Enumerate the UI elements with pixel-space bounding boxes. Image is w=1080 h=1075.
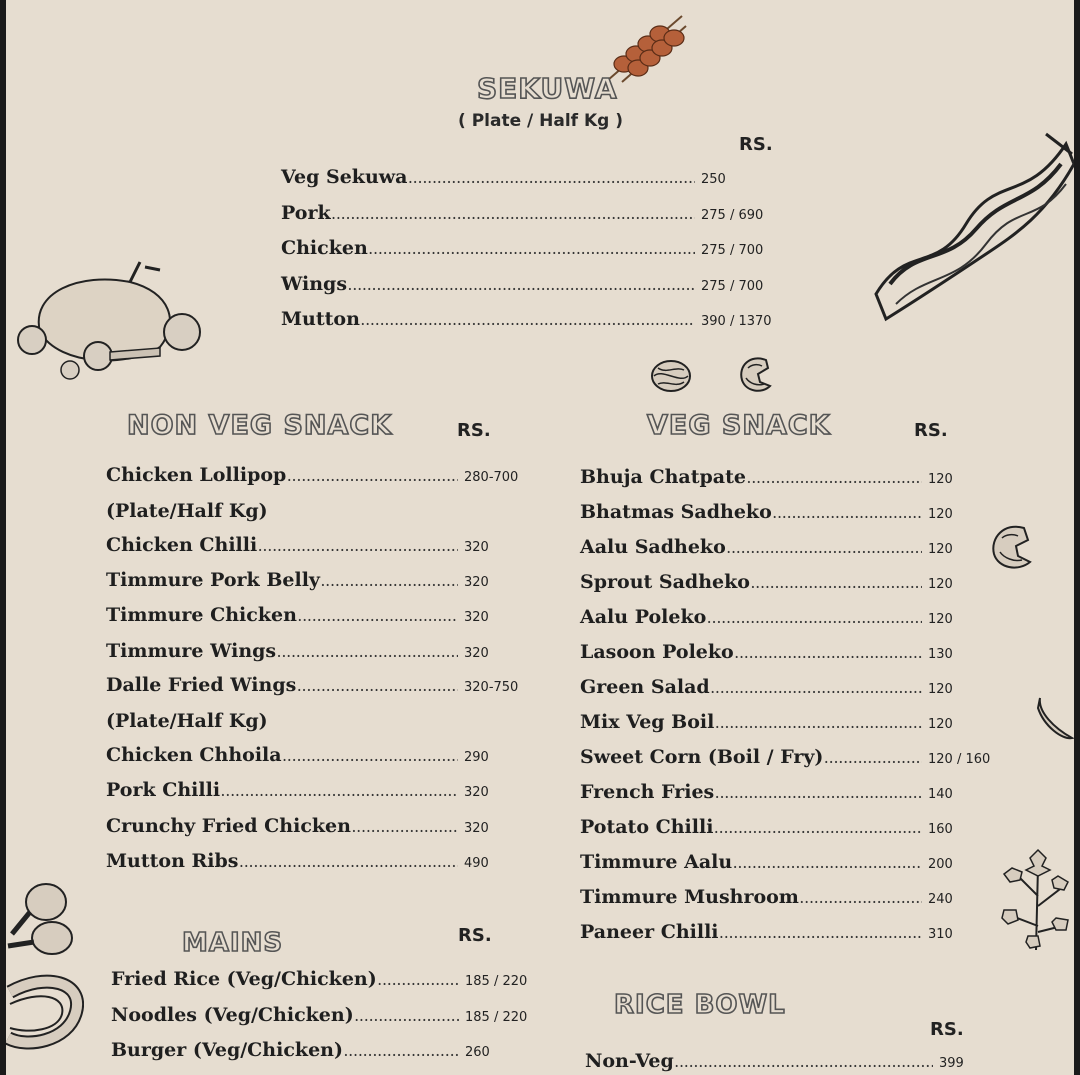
item-name: Timmure Chicken bbox=[106, 604, 297, 626]
item-name: Mutton bbox=[281, 308, 360, 330]
item-price: 320 bbox=[464, 610, 489, 625]
item-price: 250 bbox=[701, 172, 726, 187]
sekuwa-price-header: RS. bbox=[739, 134, 773, 155]
menu-item bbox=[106, 640, 526, 670]
menu-item bbox=[281, 273, 781, 303]
sekuwa-subtitle: ( Plate / Half Kg ) bbox=[458, 111, 624, 131]
item-price: 185 / 220 bbox=[465, 974, 528, 989]
item-name: Burger (Veg/Chicken) bbox=[111, 1039, 343, 1061]
item-name: French Fries bbox=[580, 781, 715, 803]
menu-item bbox=[580, 886, 1000, 916]
item-price: 185 / 220 bbox=[465, 1010, 528, 1025]
menu-item bbox=[111, 968, 531, 998]
menu-item bbox=[585, 1050, 1005, 1075]
mains-price-header: RS. bbox=[458, 925, 492, 946]
item-name: Mutton Ribs bbox=[106, 850, 239, 872]
menu-item bbox=[580, 676, 1000, 706]
item-price: 120 bbox=[928, 472, 953, 487]
item-name: Bhatmas Sadheko bbox=[580, 501, 772, 523]
item-name: Dalle Fried Wings bbox=[106, 674, 297, 696]
drumstick-icon bbox=[6, 878, 76, 958]
item-name: Chicken bbox=[281, 237, 368, 259]
menu-item bbox=[580, 781, 1000, 811]
item-price: 390 / 1370 bbox=[701, 314, 772, 329]
item-name: Lasoon Poleko bbox=[580, 641, 734, 663]
menu-item bbox=[580, 921, 1000, 951]
menu-item bbox=[106, 744, 526, 774]
item-price: 200 bbox=[928, 857, 953, 872]
item-name: Crunchy Fried Chicken bbox=[106, 815, 351, 837]
item-price: 320-750 bbox=[464, 680, 519, 695]
menu-item bbox=[106, 604, 526, 634]
non-veg-snack-title: NON VEG SNACK bbox=[127, 410, 393, 441]
menu-item bbox=[281, 308, 781, 338]
sausage-icon bbox=[6, 972, 84, 1052]
menu-item bbox=[111, 1039, 531, 1069]
item-price: 320 bbox=[464, 821, 489, 836]
menu-item bbox=[106, 569, 526, 599]
item-name: Non-Veg bbox=[585, 1050, 674, 1072]
menu-item bbox=[580, 711, 1000, 741]
item-price: 160 bbox=[928, 822, 953, 837]
menu-page bbox=[6, 0, 1074, 1075]
item-price: 260 bbox=[465, 1045, 490, 1060]
menu-item bbox=[580, 466, 1000, 496]
item-name: Aalu Poleko bbox=[580, 606, 707, 628]
item-name: Chicken Chhoila bbox=[106, 744, 282, 766]
item-price: 275 / 700 bbox=[701, 243, 764, 258]
item-name: Aalu Sadheko bbox=[580, 536, 726, 558]
mushroom-icon bbox=[736, 354, 776, 396]
rice-bowl-price-header: RS. bbox=[930, 1019, 964, 1040]
menu-item bbox=[580, 816, 1000, 846]
menu-item bbox=[106, 534, 526, 564]
item-price: 120 / 160 bbox=[928, 752, 991, 767]
item-name: Paneer Chilli bbox=[580, 921, 719, 943]
item-price: 275 / 700 bbox=[701, 279, 764, 294]
mains-title: MAINS bbox=[182, 928, 284, 958]
item-name: Bhuja Chatpate bbox=[580, 466, 746, 488]
menu-item bbox=[580, 501, 1000, 531]
item-price: 240 bbox=[928, 892, 953, 907]
herb-icon bbox=[998, 846, 1074, 952]
item-name: Chicken Lollipop bbox=[106, 464, 287, 486]
menu-item bbox=[580, 746, 1000, 776]
item-price: 140 bbox=[928, 787, 953, 802]
item-price: 320 bbox=[464, 646, 489, 661]
item-name: Potato Chilli bbox=[580, 816, 714, 838]
menu-item bbox=[106, 815, 526, 845]
item-name: Timmure Mushroom bbox=[580, 886, 799, 908]
item-price: 120 bbox=[928, 682, 953, 697]
item-price: 280-700 bbox=[464, 470, 519, 485]
menu-item bbox=[580, 571, 1000, 601]
sekuwa-title: SEKUWA bbox=[477, 72, 618, 105]
item-price: 275 / 690 bbox=[701, 208, 764, 223]
item-price: 130 bbox=[928, 647, 953, 662]
item-price: 120 bbox=[928, 577, 953, 592]
menu-item-note: (Plate/Half Kg) bbox=[106, 710, 268, 732]
item-price: 320 bbox=[464, 540, 489, 555]
menu-item bbox=[106, 779, 526, 809]
roast-chicken-icon bbox=[10, 252, 206, 382]
item-name: Wings bbox=[281, 273, 348, 295]
item-name: Mix Veg Boil bbox=[580, 711, 715, 733]
menu-item bbox=[281, 166, 781, 196]
walnut-icon bbox=[650, 358, 692, 394]
menu-item bbox=[580, 536, 1000, 566]
menu-item-note: (Plate/Half Kg) bbox=[106, 500, 268, 522]
item-name: Noodles (Veg/Chicken) bbox=[111, 1004, 354, 1026]
chili-icon bbox=[1034, 694, 1074, 744]
item-name: Timmure Pork Belly bbox=[106, 569, 320, 591]
item-name: Pork bbox=[281, 202, 331, 224]
item-name: Sweet Corn (Boil / Fry) bbox=[580, 746, 824, 768]
item-price: 120 bbox=[928, 542, 953, 557]
menu-item bbox=[111, 1004, 531, 1034]
item-name: Green Salad bbox=[580, 676, 710, 698]
item-price: 120 bbox=[928, 612, 953, 627]
item-price: 320 bbox=[464, 575, 489, 590]
menu-item bbox=[281, 202, 781, 232]
menu-item bbox=[106, 850, 526, 880]
item-name: Chicken Chilli bbox=[106, 534, 258, 556]
item-price: 310 bbox=[928, 927, 953, 942]
item-price: 120 bbox=[928, 507, 953, 522]
rice-bowl-title: RICE BOWL bbox=[614, 990, 786, 1020]
item-name: Veg Sekuwa bbox=[281, 166, 408, 188]
item-price: 320 bbox=[464, 785, 489, 800]
menu-item bbox=[580, 851, 1000, 881]
bacon-icon bbox=[866, 124, 1074, 324]
non-veg-snack-price-header: RS. bbox=[457, 420, 491, 441]
item-name: Fried Rice (Veg/Chicken) bbox=[111, 968, 377, 990]
menu-item bbox=[281, 237, 781, 267]
veg-snack-title: VEG SNACK bbox=[647, 410, 831, 441]
item-price: 120 bbox=[928, 717, 953, 732]
item-price: 490 bbox=[464, 856, 489, 871]
menu-item bbox=[106, 674, 526, 704]
item-name: Timmure Wings bbox=[106, 640, 277, 662]
menu-item bbox=[580, 641, 1000, 671]
item-price: 399 bbox=[939, 1056, 964, 1071]
menu-item bbox=[106, 464, 526, 494]
item-name: Pork Chilli bbox=[106, 779, 221, 801]
menu-item bbox=[580, 606, 1000, 636]
item-price: 290 bbox=[464, 750, 489, 765]
item-name: Sprout Sadheko bbox=[580, 571, 750, 593]
item-name: Timmure Aalu bbox=[580, 851, 733, 873]
veg-snack-price-header: RS. bbox=[914, 420, 948, 441]
